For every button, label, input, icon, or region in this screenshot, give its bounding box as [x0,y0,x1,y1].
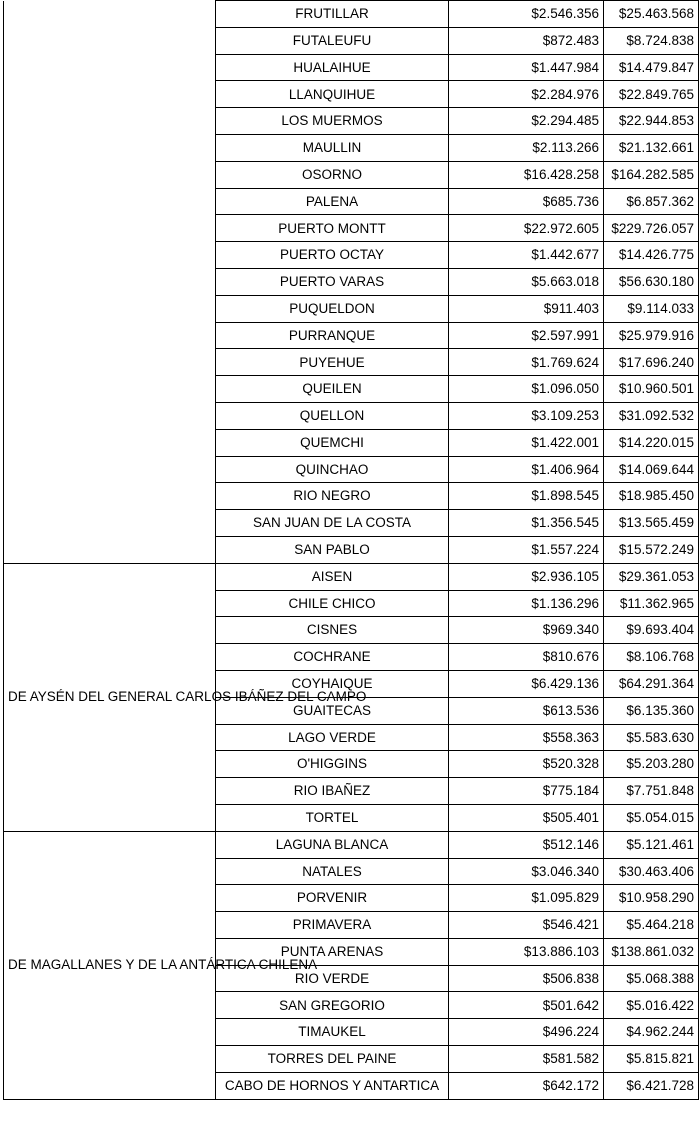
amount-2-cell: $138.861.032 [604,938,699,965]
amount-2-cell: $6.857.362 [604,188,699,215]
amount-1-cell: $1.422.001 [449,429,604,456]
commune-cell: GUAITECAS [216,697,449,724]
amount-2-cell: $164.282.585 [604,161,699,188]
amount-2-cell: $22.944.853 [604,108,699,135]
amount-2-cell: $25.463.568 [604,1,699,28]
commune-cell: QUEMCHI [216,429,449,456]
amount-2-cell: $9.114.033 [604,295,699,322]
commune-cell: PUERTO OCTAY [216,242,449,269]
amount-2-cell: $29.361.053 [604,563,699,590]
amount-1-cell: $512.146 [449,831,604,858]
amount-1-cell: $911.403 [449,295,604,322]
commune-cell: AISEN [216,563,449,590]
amount-1-cell: $1.898.545 [449,483,604,510]
commune-cell: TORTEL [216,804,449,831]
amount-1-cell: $16.428.258 [449,161,604,188]
amount-1-cell: $2.936.105 [449,563,604,590]
commune-cell: COCHRANE [216,644,449,671]
commune-cell: HUALAIHUE [216,54,449,81]
commune-cell: FRUTILLAR [216,1,449,28]
amount-1-cell: $1.447.984 [449,54,604,81]
commune-cell: CABO DE HORNOS Y ANTARTICA [216,1072,449,1099]
amount-2-cell: $9.693.404 [604,617,699,644]
amount-2-cell: $5.068.388 [604,965,699,992]
amount-2-cell: $5.054.015 [604,804,699,831]
amount-2-cell: $8.106.768 [604,644,699,671]
amount-2-cell: $14.069.644 [604,456,699,483]
amount-1-cell: $810.676 [449,644,604,671]
amount-1-cell: $1.356.545 [449,510,604,537]
amount-2-cell: $10.958.290 [604,885,699,912]
commune-cell: OSORNO [216,161,449,188]
amount-1-cell: $642.172 [449,1072,604,1099]
amount-1-cell: $2.294.485 [449,108,604,135]
commune-cell: PORVENIR [216,885,449,912]
commune-cell: RIO IBAÑEZ [216,778,449,805]
commune-cell: TIMAUKEL [216,1019,449,1046]
commune-cell: O'HIGGINS [216,751,449,778]
amount-2-cell: $5.815.821 [604,1046,699,1073]
commune-amounts-table [3,0,699,1100]
amount-1-cell: $558.363 [449,724,604,751]
amount-1-cell: $1.096.050 [449,376,604,403]
commune-cell: PUQUELDON [216,295,449,322]
commune-cell: RIO VERDE [216,965,449,992]
amount-2-cell: $8.724.838 [604,27,699,54]
commune-cell: QUEILEN [216,376,449,403]
commune-cell: FUTALEUFU [216,27,449,54]
amount-2-cell: $56.630.180 [604,268,699,295]
region-cell [4,1,216,564]
amount-2-cell: $22.849.765 [604,81,699,108]
amount-1-cell: $546.421 [449,912,604,939]
amount-2-cell: $18.985.450 [604,483,699,510]
commune-cell: QUINCHAO [216,456,449,483]
amount-1-cell: $1.095.829 [449,885,604,912]
amount-1-cell: $22.972.605 [449,215,604,242]
commune-cell: RIO NEGRO [216,483,449,510]
amount-2-cell: $15.572.249 [604,536,699,563]
amount-2-cell: $30.463.406 [604,858,699,885]
commune-cell: PURRANQUE [216,322,449,349]
amount-1-cell: $1.406.964 [449,456,604,483]
amount-1-cell: $613.536 [449,697,604,724]
commune-cell: COYHAIQUE [216,670,449,697]
amount-1-cell: $872.483 [449,27,604,54]
commune-cell: SAN JUAN DE LA COSTA [216,510,449,537]
table-row [4,831,699,858]
amount-1-cell: $685.736 [449,188,604,215]
amount-1-cell: $2.113.266 [449,134,604,161]
table-body [4,1,699,1100]
commune-cell: NATALES [216,858,449,885]
amount-2-cell: $14.426.775 [604,242,699,269]
amount-1-cell: $5.663.018 [449,268,604,295]
commune-cell: QUELLON [216,402,449,429]
amount-1-cell: $581.582 [449,1046,604,1073]
amount-2-cell: $5.203.280 [604,751,699,778]
amount-1-cell: $6.429.136 [449,670,604,697]
amount-1-cell: $3.109.253 [449,402,604,429]
amount-1-cell: $2.597.991 [449,322,604,349]
amount-1-cell: $969.340 [449,617,604,644]
amount-1-cell: $506.838 [449,965,604,992]
amount-1-cell: $496.224 [449,1019,604,1046]
amount-2-cell: $14.479.847 [604,54,699,81]
amount-1-cell: $1.136.296 [449,590,604,617]
commune-cell: LAGUNA BLANCA [216,831,449,858]
commune-cell: CHILE CHICO [216,590,449,617]
region-cell: DE MAGALLANES Y DE LA ANTÁRTICA CHILENA [4,831,216,1099]
amount-2-cell: $6.421.728 [604,1072,699,1099]
amount-2-cell: $64.291.364 [604,670,699,697]
commune-cell: LOS MUERMOS [216,108,449,135]
table-row [4,563,699,590]
amount-2-cell: $14.220.015 [604,429,699,456]
amount-2-cell: $21.132.661 [604,134,699,161]
amount-2-cell: $4.962.244 [604,1019,699,1046]
commune-cell: PUERTO VARAS [216,268,449,295]
commune-cell: SAN PABLO [216,536,449,563]
amount-2-cell: $31.092.532 [604,402,699,429]
commune-cell: PALENA [216,188,449,215]
table-row [4,1,699,28]
amount-1-cell: $501.642 [449,992,604,1019]
amount-1-cell: $2.546.356 [449,1,604,28]
commune-cell: PUNTA ARENAS [216,938,449,965]
amount-2-cell: $17.696.240 [604,349,699,376]
commune-cell: TORRES DEL PAINE [216,1046,449,1073]
amount-1-cell: $775.184 [449,778,604,805]
amount-2-cell: $5.121.461 [604,831,699,858]
amount-2-cell: $5.583.630 [604,724,699,751]
commune-cell: MAULLIN [216,134,449,161]
amount-1-cell: $3.046.340 [449,858,604,885]
commune-cell: PUERTO MONTT [216,215,449,242]
commune-cell: PUYEHUE [216,349,449,376]
amount-2-cell: $5.464.218 [604,912,699,939]
commune-cell: LLANQUIHUE [216,81,449,108]
commune-cell: CISNES [216,617,449,644]
amount-1-cell: $2.284.976 [449,81,604,108]
amount-1-cell: $13.886.103 [449,938,604,965]
amount-2-cell: $11.362.965 [604,590,699,617]
amount-2-cell: $6.135.360 [604,697,699,724]
amount-2-cell: $13.565.459 [604,510,699,537]
amount-1-cell: $1.557.224 [449,536,604,563]
amount-1-cell: $505.401 [449,804,604,831]
amount-2-cell: $25.979.916 [604,322,699,349]
amount-2-cell: $5.016.422 [604,992,699,1019]
amount-2-cell: $7.751.848 [604,778,699,805]
amount-1-cell: $520.328 [449,751,604,778]
region-cell: DE AYSÉN DEL GENERAL CARLOS IBÁÑEZ DEL CAMPO [4,563,216,831]
amount-1-cell: $1.442.677 [449,242,604,269]
amount-2-cell: $10.960.501 [604,376,699,403]
amount-1-cell: $1.769.624 [449,349,604,376]
commune-cell: PRIMAVERA [216,912,449,939]
commune-cell: SAN GREGORIO [216,992,449,1019]
commune-cell: LAGO VERDE [216,724,449,751]
amount-2-cell: $229.726.057 [604,215,699,242]
